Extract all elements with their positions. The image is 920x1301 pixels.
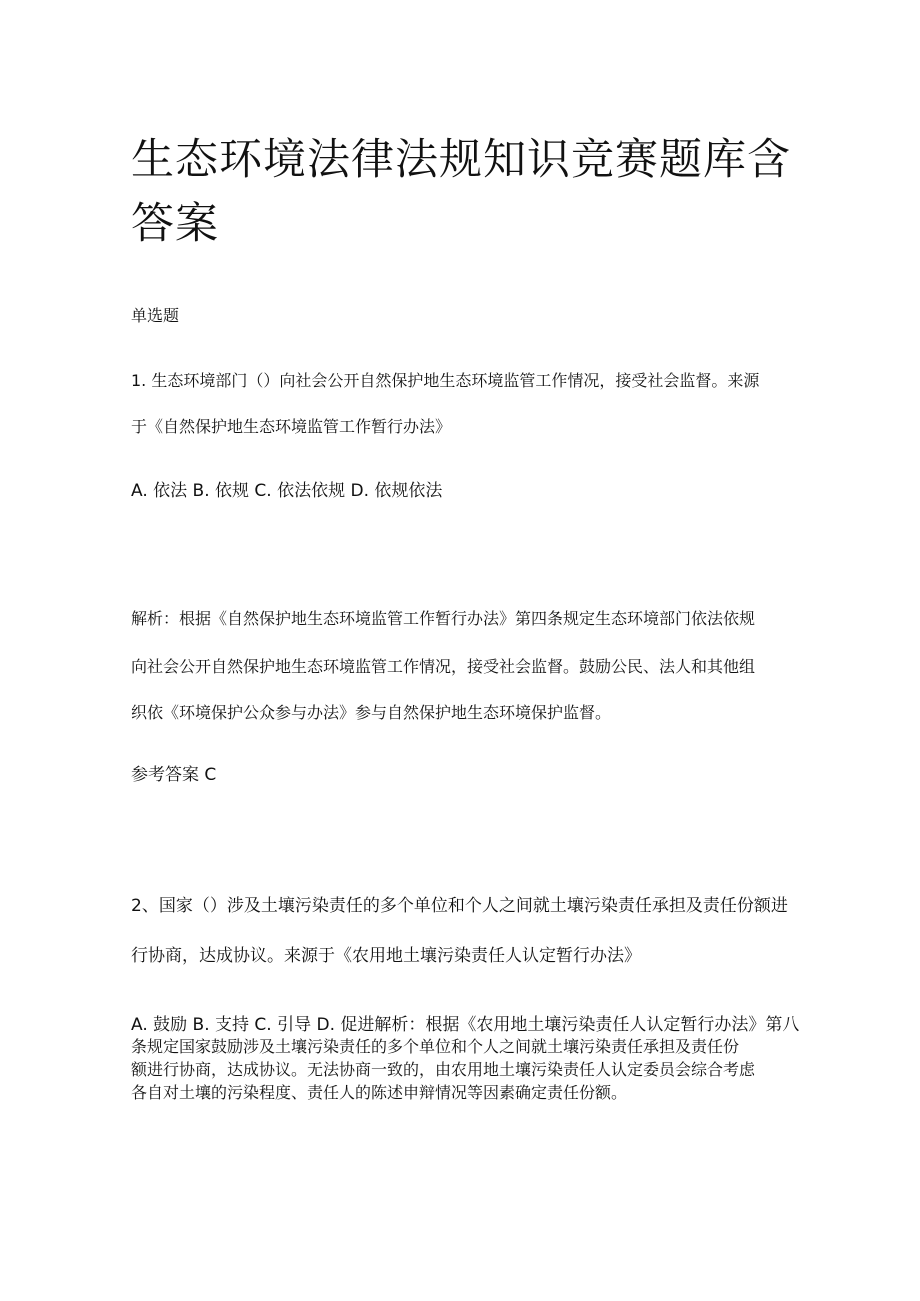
document-title: 生态环境法律法规知识竞赛题库含答案 (131, 135, 791, 249)
question-1-text-line-2: 于《自然保护地生态环境监管工作暂行办法》 (131, 417, 452, 436)
section-label: 单选题 (131, 306, 180, 325)
question-1-answer: 参考答案 C (131, 765, 217, 785)
question-1-analysis-line-3: 织依《环境保护公众参与办法》参与自然保护地生态环境保护监督。 (131, 703, 612, 722)
question-2-explanation-line-3: 额进行协商，达成协议。无法协商一致的，由农用地土壤污染责任人认定委员会综合考虑 (131, 1060, 756, 1079)
question-1-analysis-line-1: 解析：根据《自然保护地生态环境监管工作暂行办法》第四条规定生态环境部门依法依规 (131, 609, 756, 628)
question-2-explanation-line-4: 各自对土壤的污染程度、责任人的陈述申辩情况等因素确定责任份额。 (131, 1083, 628, 1102)
question-2-explanation-line-2: 条规定国家鼓励涉及土壤污染责任的多个单位和个人之间就土壤污染责任承担及责任份 (131, 1037, 740, 1056)
question-1-text-line-1: 1. 生态环境部门（）向社会公开自然保护地生态环境监管工作情况，接受社会监督。来源 (131, 371, 760, 390)
question-1-options: A. 依法 B. 依规 C. 依法依规 D. 依规依法 (131, 481, 443, 501)
question-1-analysis-line-2: 向社会公开自然保护地生态环境监管工作情况，接受社会监督。鼓励公民、法人和其他组 (131, 657, 756, 676)
question-2-text-line-2: 行协商，达成协议。来源于《农用地土壤污染责任人认定暂行办法》 (131, 946, 641, 966)
question-2-text-line-1: 2、国家（）涉及土壤污染责任的多个单位和个人之间就土壤污染责任承担及责任份额进 (131, 896, 788, 916)
question-2-explanation-line-1: A. 鼓励 B. 支持 C. 引导 D. 促进解析：根据《农用地土壤污染责任人认定暂行办法》第八 (131, 1015, 800, 1035)
